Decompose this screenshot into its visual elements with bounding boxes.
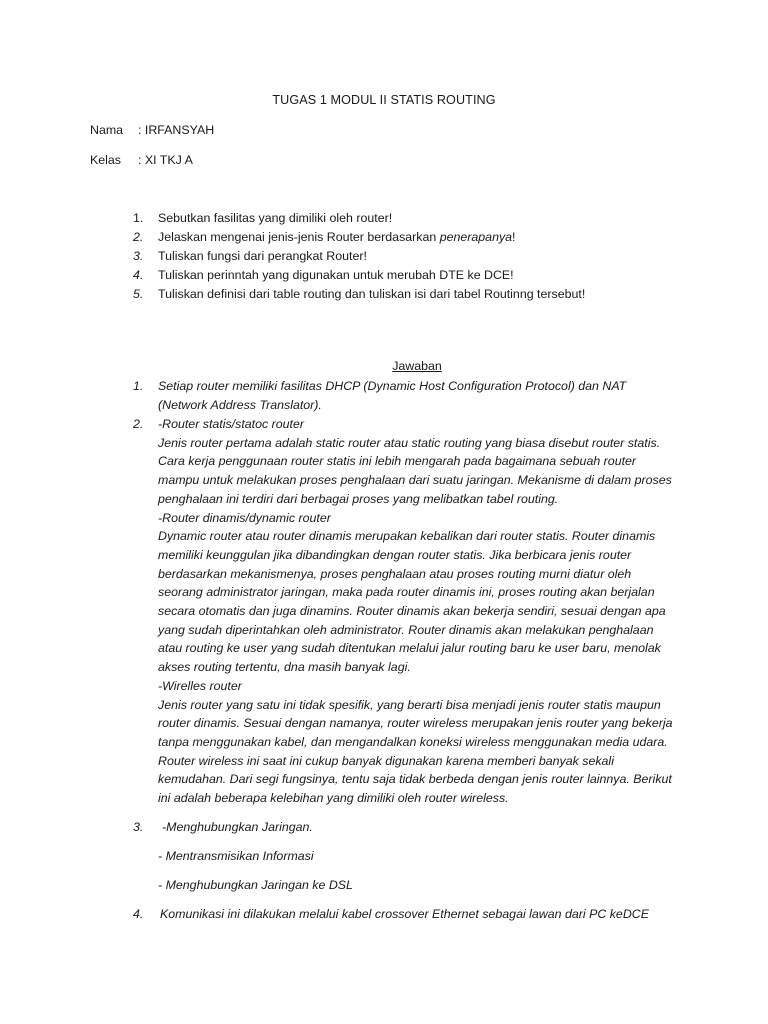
class-field (90, 153, 193, 167)
question-number: 2. (133, 230, 144, 244)
question-item (133, 247, 693, 266)
question-list (133, 209, 693, 304)
answer-number: 1. (133, 379, 144, 393)
question-item (133, 228, 693, 247)
question-text-part: Jelaskan mengenai jenis-jenis Router berdasarkan (158, 230, 440, 244)
answer-number: 4. (133, 907, 144, 921)
static-router-heading: -Router statis/statoc router (158, 417, 304, 431)
question-text: Tuliskan definisi dari table routing dan tuliskan isi dari tabel Routinng tersebut! (158, 287, 586, 301)
answer-number: 3. (133, 820, 144, 834)
question-text (158, 228, 516, 247)
name-label: Nama (90, 123, 124, 137)
question-number: 1. (133, 211, 144, 225)
question-text: Tuliskan perinntah yang digunakan untuk merubah DTE ke DCE! (158, 268, 514, 282)
question-item (133, 209, 693, 228)
document-title: TUGAS 1 MODUL II STATIS ROUTING (272, 93, 496, 107)
answer-3-line: -Menghubungkan Jaringan. (162, 820, 313, 834)
answer-2 (133, 415, 693, 808)
answers-heading: Jawaban (392, 359, 442, 373)
answer-1 (133, 377, 693, 414)
name-value: : IRFANSYAH (138, 123, 215, 137)
class-value: : XI TKJ A (138, 153, 193, 167)
answer-3-line: - Mentransmisikan Informasi (158, 849, 314, 863)
name-field (90, 123, 214, 137)
class-label: Kelas (90, 153, 121, 167)
answer-4-text: Komunikasi ini dilakukan melalui kabel crossover Ethernet sebagai lawan dari PC keDCE (160, 907, 649, 921)
answer-text: Setiap router memiliki fasilitas DHCP (Dynamic Host Configuration Protocol) dan NAT (Network Address Translator). (158, 379, 627, 412)
static-router-text: Jenis router pertama adalah static router atau static routing yang biasa disebut router statis. Cara kerja penggunaan router statis ini lebih mengarah pada bagaimana sebuah router mampu untuk melakukan proses penghalaan dari suatu jaringan. Mekanisme di dalam proses penghalaan ini terdiri dari berbagai proses yang melibatkan tabel routing. (158, 435, 672, 506)
dynamic-router-heading: -Router dinamis/dynamic router (158, 510, 331, 525)
question-number: 5. (133, 287, 144, 301)
answer-number: 2. (133, 417, 144, 431)
question-text: Tuliskan fungsi dari perangkat Router! (158, 249, 367, 263)
question-text: Sebutkan fasilitas yang dimiliki oleh router! (158, 211, 393, 225)
question-number: 4. (133, 268, 144, 282)
wireless-router-heading: -Wirelles router (158, 678, 242, 693)
question-item (133, 285, 693, 304)
wireless-router-text: Jenis router yang satu ini tidak spesifik, yang berarti bisa menjadi jenis router statis maupun router dinamis. Sesuai dengan namanya, router wireless merupakan jenis router yang bekerja tanpa menggunakan kabel, dan mengandalkan koneksi wireless menggunakan media udara. Router wireless ini saat ini cukup banyak digunakan karena memberi banyak sekali kemudahan. Dari segi fungsinya, tentu saja tidak berbeda dengan jenis router lainnya. Berikut ini adalah beberapa kelebihan yang dimiliki oleh router wireless. (158, 697, 673, 806)
dynamic-router-text: Dynamic router atau router dinamis merupakan kebalikan dari router statis. Router dinamis memiliki keunggulan jika dibandingkan dengan router statis. Jika berbicara jenis router berdasarkan mekanismenya, proses penghalaan atau proses routing murni diatur oleh seorang administrator jaringan, maka pada router dinamis ini, proses routing akan berjalan secara otomatis dan juga dinamins. Router dinamis akan bekerja sendiri, sesuai dengan apa yang sudah diperintahkan oleh administrator. Router dinamis akan melakukan penghalaan atau routing ke user yang sudah ditentukan melalui jalur routing baru ke user baru, menolak akses routing tertentu, dna masih banyak lagi. (158, 529, 666, 675)
question-text-part: ! (512, 230, 516, 244)
answer-3-line: - Menghubungkan Jaringan ke DSL (158, 878, 353, 892)
question-item (133, 266, 693, 285)
question-text-emphasis: penerapanya (439, 230, 513, 244)
question-number: 3. (133, 249, 144, 263)
